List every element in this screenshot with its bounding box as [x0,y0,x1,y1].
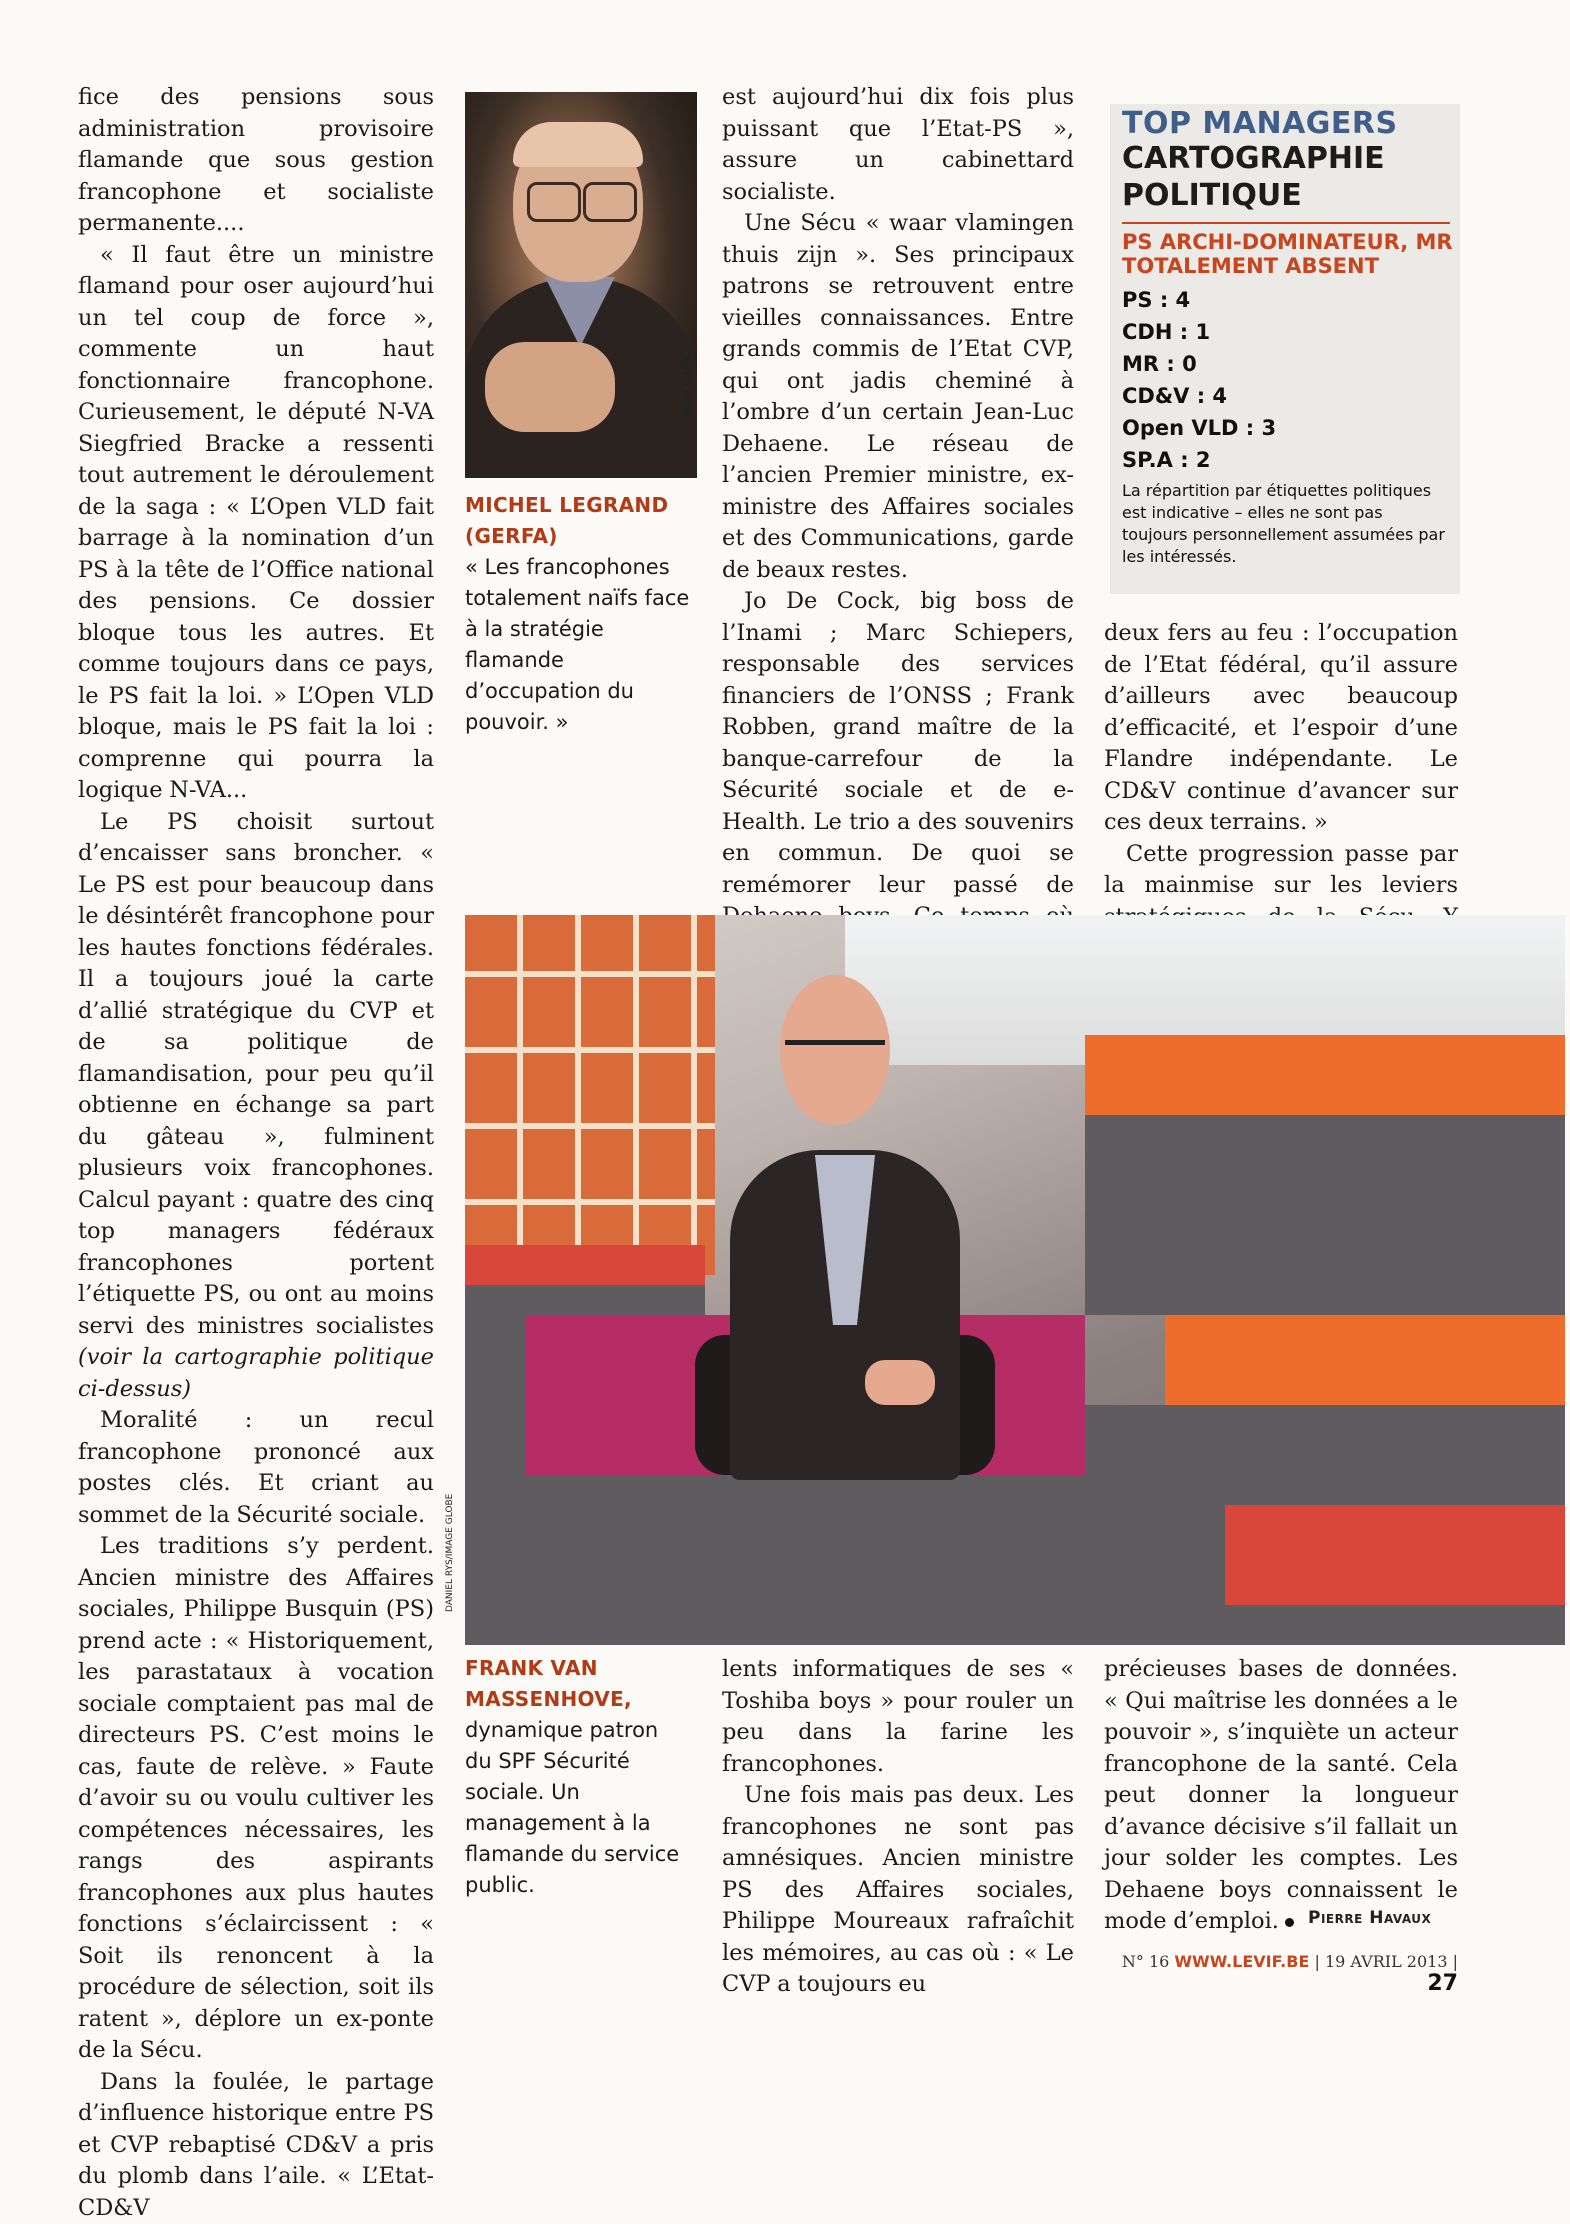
sidebar-title-2: CARTOGRAPHIE POLITIQUE [1122,140,1422,214]
caption-name: FRANK VAN MASSENHOVE, [465,1653,685,1715]
sidebar-divider [1122,222,1450,224]
paragraph [1104,1654,1458,1938]
footer-separator: | [1453,1952,1458,1971]
paragraph: fice des pensions sous administration provisoire flamande que sous gestion francophone et socialiste permanente.... [78,82,434,240]
party-count: Open VLD : 3 [1122,412,1276,444]
photo-shape [1085,1115,1565,1315]
sidebar-title: TOP MANAGERS [1122,106,1398,141]
article-column-4-top [1104,618,1458,965]
paragraph: Une Sécu « waar vlamingen thuis zijn ». Ses principaux patrons se retrouvent entre vieilles connaissances. Entre grands commis de l’Etat CVP, qui ont jadis cheminé à l’ombre d’un certain Jean-Luc Dehaene. Le réseau de l’ancien Premier ministre, ex-ministre des Affaires sociales et des Communications, garde de beaux restes. [722,208,1074,586]
caption-text: « Les francophones totalement naïfs face à la stratégie flamande d’occupation du pouvoir. » [465,552,695,738]
party-count: SP.A : 2 [1122,444,1276,476]
caption-text: dynamique patron du SPF Sécurité sociale. Un management à la flamande du service public. [465,1715,685,1901]
photo-shape [513,122,643,167]
paragraph: Moralité : un recul francophone prononcé aux postes clés. Et criant au sommet de la Sécurité sociale. [78,1405,434,1531]
issue-number: N° 16 [1122,1952,1169,1971]
paragraph-text: Le PS choisit surtout d’encaisser sans broncher. « Le PS est pour beaucoup dans le désintérêt francophone pour les hautes fonctions fédérales. Il a toujours joué la carte d’allié stratégique du CVP et de sa politique de flamandisation, pour peu qu’il obtienne en échange sa part du gâteau », fulminent plusieurs voix francophones. Calcul payant : quatre des cinq top managers fédéraux francophones portent l’étiquette PS, ou ont au moins servi des ministres socialistes [78,809,434,1339]
photo-shape [525,1475,1085,1645]
article-column-3-bottom [722,1654,1074,2001]
page-number: 27 [1427,1971,1458,1996]
photo-shape [1085,1035,1565,1115]
photo-shape [583,182,637,222]
photo-shape [1225,1505,1565,1605]
article-column-1 [78,82,434,2224]
photo-shape [527,182,581,222]
photo-caption-2 [465,1653,685,1901]
photo-shape [865,1360,935,1405]
photo-shape [1165,1315,1565,1405]
photo-shape [465,1245,705,1285]
paragraph: Dans la foulée, le partage d’influence historique entre PS et CVP rebaptisé CD&V a pris du plomb dans l’aile. « L’Etat-CD&V [78,2067,434,2224]
article-column-4-bottom [1104,1654,1458,1938]
photo-shape [785,1040,885,1069]
photo-frank-van-massenhove [465,915,1565,1645]
paragraph [78,807,434,1406]
website-link[interactable]: WWW.LEVIF.BE [1174,1952,1309,1971]
photo-shape [485,342,615,432]
sidebar-subtitle: PS ARCHI-DOMINATEUR, MR TOTALEMENT ABSENT [1122,230,1458,278]
portrait-photo-michel-legrand [465,92,697,478]
party-count-list [1122,284,1276,476]
caption-name: MICHEL LEGRAND (GERFA) [465,490,695,552]
party-count: MR : 0 [1122,348,1276,380]
article-column-3-top [722,82,1074,1059]
paragraph-text: précieuses bases de données. « Qui maîtrise les données a le pouvoir », s’inquiète un acteur francophone de la santé. Cela peut donner la longueur d’avance décisive s’il fallait un jour solder les comptes. Les Dehaene boys connaissent le mode d’emploi. [1104,1656,1458,1934]
end-bullet-icon [1285,1918,1294,1927]
page-footer [1104,1952,1458,1996]
political-map-sidebar [1110,104,1460,594]
sidebar-note: La répartition par étiquettes politiques est indicative – elles ne sont pas toujours personnellement assumées par les intéressés. [1122,480,1452,568]
party-count: CD&V : 4 [1122,380,1276,412]
paragraph: « Il faut être un ministre flamand pour oser aujourd’hui un tel coup de force », commente un haut fonctionnaire francophone. Curieusement, le député N-VA Siegfried Bracke a ressenti tout autrement le déroulement de la saga : « L’Open VLD fait barrage à la nomination d’un PS à la tête de l’Office national des pensions. Ce dossier bloque tous les autres. Et comme toujours dans ce pays, le PS fait la loi. » L’Open VLD bloque, mais le PS fait la loi : comprenne qui pourra la logique N-VA... [78,240,434,807]
paragraph: lents informatiques de ses « Toshiba boys » pour rouler un peu dans la farine les francophones. [722,1654,1074,1780]
paragraph: Jo De Cock, big boss de l’Inami ; Marc Schiepers, responsable des services financiers de l’ONSS ; Frank Robben, grand maître de la banque-carrefour de la Sécurité sociale et de e-Health. Le trio a des souvenirs en commun. De quoi se remémorer leur passé de [722,586,1074,1059]
paragraph: est aujourd’hui dix fois plus puissant que l’Etat-PS », assure un cabinettard socialiste. [722,82,1074,208]
photo-shape [465,915,715,1275]
author-byline: Pierre Havaux [1308,1908,1431,1928]
issue-date: 19 AVRIL 2013 [1325,1952,1448,1971]
paragraph: Une fois mais pas deux. Les francophones ne sont pas amnésiques. Ancien ministre PS des Affaires sociales, Philippe Moureaux rafraîchit les mémoires, au cas où : « Le CVP a toujours eu [722,1780,1074,2001]
paragraph: Les traditions s’y perdent. Ancien ministre des Affaires sociales, Philippe Busquin (PS) prend acte : « Historiquement, les parastataux à vocation sociale comptaient pas mal de directeurs PS. C’est moins le cas, faute de relève. » Faute d’avoir su ou voulu cultiver les compétences nécessaires, les rangs des aspirants francophones aux plus hautes fonctions s’éclaircissent : « Soit ils renoncent à la procédure de sélection, soit ils ratent », déplore un ex-ponte de la Sécu. [78,1531,434,2067]
paragraph: deux fers au feu : l’occupation de l’Etat fédéral, qu’il assure d’ailleurs avec beaucoup d’efficacité, et l’espoir d’une Flandre indépendante. Le CD&V continue d’avancer sur ces deux terrains. » [1104,618,1458,839]
photo-credit: DANIEL RYS/IMAGE GLOBE [445,1494,455,1612]
photo-caption-1 [465,490,695,738]
photo-credit: IMAGE GLOBE [683,355,693,418]
footer-separator: | [1314,1952,1319,1971]
italic-reference: (voir la cartographie politique ci-dessus) [78,1344,434,1402]
paragraph: Cette progression passe par la mainmise sur les leviers [1104,839,1458,965]
party-count: PS : 4 [1122,284,1276,316]
party-count: CDH : 1 [1122,316,1276,348]
